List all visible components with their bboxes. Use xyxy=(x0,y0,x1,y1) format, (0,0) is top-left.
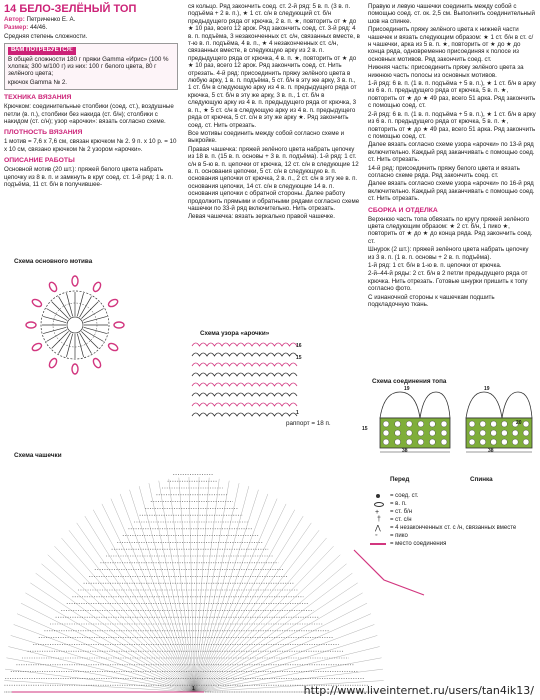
right-text-5: 2-й ряд: 6 в. п. (1 в. п. подъёма + 5 в. п.), ★ 1 ст. б/н в арку из 6 в. п. предыдущего ряда от крючка, 5 в. п. ★, повторить от ★ до ★ 49 раз, всего 51 арка. Ряд закончить с помощью соед. ст. xyxy=(368,110,536,140)
legend xyxy=(368,492,536,548)
assembly-heading: СБОРКА И ОТДЕЛКА xyxy=(368,206,438,214)
right-text-7: 14-й ряд: присоединить пряжу белого цвета и вязать согласно схеме ряда. Ряд закончить соед. ст. xyxy=(368,164,520,179)
right-text-8: Далее вязать согласно схеме узора «арочки» по 16-й ряд включительно. Каждый ряд заканчивать с помощью соед. ст. Нить отрезать. xyxy=(368,180,535,203)
right-text-1: Правую и левую чашечки соединить между собой с помощью соед. ст. ок. 2,5 см. Выполнить соединительный шов на спинке. xyxy=(368,3,535,25)
right-text-2: Присоединить пряжу зелёного цвета к нижней части чашечек и вязать следующим образом: ★ 1 ст. б/н в ст. с/н чашечки, арка из 5 в. п. ★, повторить от ★ до ★ до конца ряда, одновременно присоединяя к полосе из основных мотивов. Ряд закончить соед. ст. xyxy=(368,26,534,63)
cup-label: Схема чашечки xyxy=(14,452,62,459)
materials-heading: ВАМ ПОТРЕБУЕТСЯ: xyxy=(8,47,76,54)
motif-diagram xyxy=(20,270,130,380)
assembly-text-1: Верхнюю часть топа обвязать по кругу пряжей зелёного цвета следующим образом: ★ 2 ст. б/н, 1 пико ★, повторить от ★ до ★ до конца ряда. Ряд закончить соед. ст. xyxy=(368,215,533,245)
middle-text-4: Левая чашечка: вязать зеркально правой чашечке. xyxy=(188,213,335,221)
assembly-text-5: С изнаночной стороны к чашечкам подшить подкладочную ткань. xyxy=(368,293,495,309)
density-heading: ПЛОТНОСТЬ ВЯЗАНИЯ xyxy=(4,129,83,137)
assembly-text-2: Шнурок (2 шт.): пряжей зелёного цвета набрать цепочку из 3 в. п. (1 в. п. основы + 2 в. п. подъёма). xyxy=(368,246,529,261)
pattern-title: БЕЛО-ЗЕЛЁНЫЙ ТОП xyxy=(19,3,137,15)
author-line: Автор: Петриченко Е. А. xyxy=(4,16,76,23)
motif-label: Схема основного мотива xyxy=(14,258,93,265)
page-title xyxy=(4,3,178,15)
column-middle xyxy=(188,0,360,222)
technique-text: Крючком: соединительные столбики (соед. ст.), воздушные петли (в. п.), столбики без накида (ст. б/н); столбики с накидом (ст. с/н); узор «арочки»: вязать согласно схеме. xyxy=(4,103,174,126)
front-label: Перед xyxy=(390,476,410,483)
size-line: Размер: 44/46. xyxy=(4,24,48,32)
arch-row-16: 16 xyxy=(296,343,302,349)
legend-item: = в. п. xyxy=(368,500,536,508)
assembly-text-3: 1-й ряд: 1 ст. б/н в 1-ю в. п. цепочки от крючка. xyxy=(368,262,502,269)
column-left xyxy=(4,0,178,190)
legend-item: = место соединения xyxy=(368,540,536,548)
assembly-text-4: 2-й–44-й ряды: 2 ст. б/н в 2 петли предыдущего ряда от крючка. Нить отрезать. Готовые шнурки пришить к топу согласно фото. xyxy=(368,270,528,293)
join-label: Схема соединения топа xyxy=(372,378,447,385)
materials-text: В общей сложности 180 г пряжи Gamma «Ирис» (100 % хлопка; 300 м/100 г) из них: 100 г белого цвета, 80 г зелёного цвета; xyxy=(8,55,169,78)
middle-text-1: ся кольцо. Ряд закончить соед. ст. 2-й ряд: 5 в. п. (3 в. п. подъёма + 2 в. п.), ★ 1 ст. с/н в следующий ст. б/н предыдущего ряда от крючка, 2 в. п. ★, повторить от ★ до ★ 10 раз, всего 12 арок. Ряд закончить соед. ст. 3-й ряд: 4 в. п. подъёма, 3 незаконченных ст. с/н, связанных вместе, в т-ю в. п. подъёма, 4 в. п., ★ 4 незаконченных ст. с/н, связанных вместе, в следующую арку из 2 в. п. предыдущего ряда от крючка, 4 в. п. ★, повторить от ★ до ★ 10 раз, всего 12 арок. Ряд закончить соед. ст. Нить отрезать. 4-й ряд: присоединить пряжу зелёного цвета в любую арку, 1 в. п. подъёма, 5 ст. б/н в эту же арку, 3 в. п., 1 ст. б/н в следующую арку из 4 в. п. предыдущего ряда от крючка, 5 ст. б/н в эту же арку, 3 в. п., 1 ст. б/н в следующую арку из 4 в. п. предыдущего ряда от крючка, 3 в. п., ★ 5 ст. с/н в следующую арку из 4 в. п. предыдущего ряда от крючка, 5 ст. с/н в эту же арку ★. Ряд закончить соед. ст. Нить отрезать. xyxy=(188,3,360,129)
arch-label: Схема узора «арочки» xyxy=(200,330,270,337)
watermark: http://www.liveinternet.ru/users/tan4ik13/ xyxy=(303,684,534,697)
description-heading: ОПИСАНИЕ РАБОТЫ xyxy=(4,157,75,165)
materials-box xyxy=(4,43,178,90)
density-text: 1 мотив = 7,6 х 7,6 см, связан крючком № 2. 9 п. х 10 р. = 10 х 10 см, связано крючком № 2 узором «арочки». xyxy=(4,138,177,153)
legend-item: ⋀ = 4 незаконченных ст. с /н, связанных вместе xyxy=(375,525,517,532)
materials-hook: крючок Gamma № 2. xyxy=(8,78,67,86)
description-text: Основной мотив (20 шт.): пряжей белого цвета набрать цепочку из 8 в. п. и замкнуть в круг соед. ст. 1-й ряд: 1 в. п. подъёма, 11 ст. б/н в получившее- xyxy=(4,166,173,189)
dim-lower: 20 xyxy=(516,420,522,426)
legend-item: † = ст. с/н xyxy=(377,516,412,523)
right-text-4: 1-й ряд: 6 в. п. (1 в. п. подъёма + 5 в. п.), ★ 1 ст. б/н в арку из 6 в. п. предыдущего ряда от крючка, 5 в. п. ★, повторить от ★ до ★ 49 раз, всего 51 арка. Ряд закончить с помощью соед. ст. xyxy=(368,80,536,110)
dim-top-front: 19 xyxy=(404,386,410,392)
cup-pink-edge xyxy=(12,550,424,692)
arch-diagram xyxy=(190,338,340,428)
legend-item: ◦ = пико xyxy=(375,532,408,539)
difficulty: Средняя степень сложности. xyxy=(4,32,88,40)
right-text-6: Далее вязать согласно схеме узора «арочки» по 13-й ряд включительно. Каждый ряд заканчивать с помощью соед. ст. Нить отрезать. xyxy=(368,141,535,164)
join-diagram xyxy=(372,386,538,476)
cup-rows xyxy=(4,474,384,692)
arch-rows xyxy=(192,343,297,416)
column-right xyxy=(368,0,536,309)
repeat-label: раппорт = 18 п. xyxy=(286,420,331,427)
motif-spokes xyxy=(42,292,108,358)
arch-row-15: 15 xyxy=(296,355,302,361)
pattern-number: 14 xyxy=(4,3,17,15)
dim-side: 15 xyxy=(362,426,368,432)
middle-text-2: Все мотивы соединить между собой согласно схеме и выкройке. xyxy=(188,129,345,145)
legend-item: + = ст. б/н xyxy=(375,509,413,516)
dim-bottom-back: 38 xyxy=(488,448,494,454)
back-label: Спинка xyxy=(470,476,493,483)
legend-item: = соед. ст. xyxy=(368,492,536,500)
technique-heading: ТЕХНИКА ВЯЗАНИЯ xyxy=(4,94,72,102)
dim-bottom-front: 38 xyxy=(402,448,408,454)
cup-end-label: 1 xyxy=(192,686,195,692)
right-text-3: Нижняя часть: присоединить пряжу зелёного цвета за нижнюю часть полосы из основных мотивов. xyxy=(368,64,524,79)
arch-row-1: 1 xyxy=(296,410,299,416)
dim-top-back: 19 xyxy=(484,386,490,392)
middle-text-3: Правая чашечка: пряжей зелёного цвета набрать цепочку из 18 в. п. (15 в. п. основы + 3 в. п. подъёма). 1-й ряд: 1 ст. с/н в 5-ю в. п. цепочки от крючка, 12 ст. с/н в следующие 12 в. п. основания цепочки, 5 ст. с/н в следующую в. п. основания цепочки от крючка, 2 в. п., 2 ст. с/н в эту же в. п. основания цепочки, 14 ст. с/н в следующие 14 в. п. основания цепочки с обратной стороны. Далее работу продолжить прямыми и обратными рядами согласно схеме чашечки по 33-й ряд включительно. Нить отрезать. xyxy=(188,145,360,212)
